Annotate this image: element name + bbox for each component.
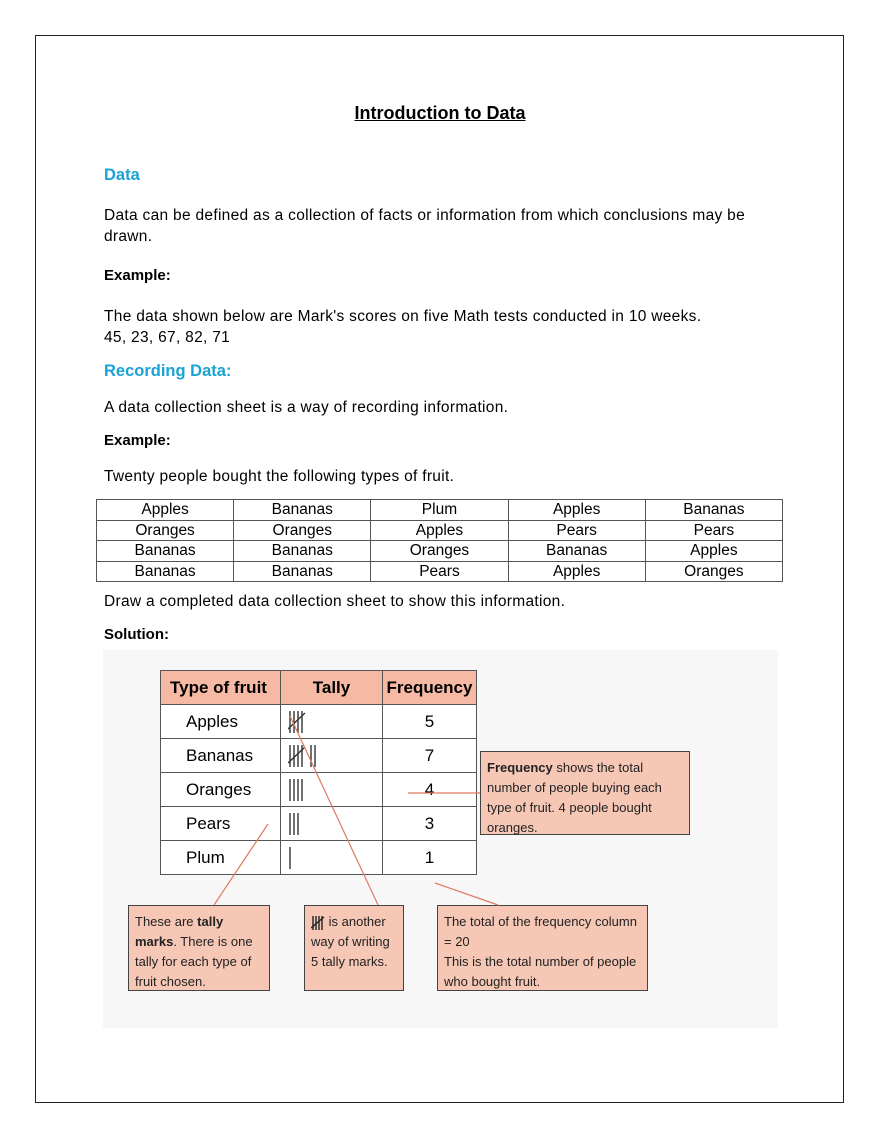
total-note-line1: The total of the frequency column = 20 — [444, 914, 637, 949]
fruit-cell: Apples — [508, 561, 645, 582]
tally-note-bold: tally marks — [135, 914, 224, 949]
frequency-value: 4 — [383, 773, 477, 807]
fruit-cell: Pears — [645, 520, 782, 541]
fruit-cell: Oranges — [97, 520, 234, 541]
fruit-cell: Oranges — [371, 541, 508, 562]
frequency-note-bold: Frequency — [487, 760, 553, 775]
frequency-value: 7 — [383, 739, 477, 773]
fruit-name: Pears — [161, 807, 281, 841]
recording-intro: A data collection sheet is a way of recording information. — [104, 399, 509, 416]
frequency-value: 5 — [383, 705, 477, 739]
fruit-cell: Bananas — [234, 541, 371, 562]
header-frequency: Frequency — [383, 671, 477, 705]
five-tally-note — [304, 905, 404, 991]
fruit-cell: Oranges — [645, 561, 782, 582]
header-tally: Tally — [281, 671, 383, 705]
total-note — [437, 905, 648, 991]
tally-table — [160, 670, 477, 875]
tally-marks — [288, 708, 313, 736]
fruit-cell: Bananas — [508, 541, 645, 562]
solution-label: Solution: — [104, 626, 169, 643]
instruction-text: Draw a completed data collection sheet to show this information. — [104, 593, 566, 610]
fruit-name: Oranges — [161, 773, 281, 807]
tally-cell — [281, 773, 383, 807]
five-tally-text: is another way of writing 5 tally marks. — [311, 914, 390, 969]
tally-marks — [288, 742, 321, 770]
tally-row — [161, 705, 477, 739]
fruit-row — [97, 520, 783, 541]
fruit-cell: Plum — [371, 500, 508, 521]
fruit-cell: Oranges — [234, 520, 371, 541]
fruit-cell: Pears — [371, 561, 508, 582]
tally-row — [161, 807, 477, 841]
fruit-row — [97, 561, 783, 582]
fruit-row — [97, 500, 783, 521]
frequency-note — [480, 751, 690, 835]
fruit-cell: Apples — [508, 500, 645, 521]
fruit-cell: Bananas — [97, 541, 234, 562]
fruit-cell: Bananas — [234, 561, 371, 582]
page-title: Introduction to Data — [354, 103, 526, 123]
fruit-cell: Pears — [508, 520, 645, 541]
example-text-2: Twenty people bought the following types of fruit. — [104, 468, 455, 485]
data-heading: Data — [104, 166, 140, 184]
header-type: Type of fruit — [161, 671, 281, 705]
scores-list: 45, 23, 67, 82, 71 — [104, 329, 231, 346]
tally-cell — [281, 705, 383, 739]
total-note-line2: This is the total number of people who bought fruit. — [444, 954, 637, 989]
fruit-row — [97, 541, 783, 562]
frequency-value: 1 — [383, 841, 477, 875]
data-definition: Data can be defined as a collection of facts or information from which conclusions may be drawn. — [104, 207, 745, 245]
fruit-cell: Bananas — [97, 561, 234, 582]
fruit-cell: Apples — [645, 541, 782, 562]
tally-cell — [281, 807, 383, 841]
fruit-cell: Bananas — [645, 500, 782, 521]
fruit-cell: Apples — [371, 520, 508, 541]
tally-note-text: . There is one tally for each type of fruit chosen. — [135, 934, 253, 989]
tally-note-pre: These are — [135, 914, 194, 929]
fruit-name: Bananas — [161, 739, 281, 773]
fruit-name: Apples — [161, 705, 281, 739]
fruit-table — [96, 499, 783, 582]
tally-cell — [281, 841, 383, 875]
fruit-cell: Bananas — [234, 500, 371, 521]
example-label-1: Example: — [104, 267, 171, 284]
tally-marks — [288, 776, 308, 804]
tally-row — [161, 739, 477, 773]
tally-row — [161, 841, 477, 875]
tally-marks — [288, 810, 304, 838]
tally-marks-note — [128, 905, 270, 991]
fruit-name: Plum — [161, 841, 281, 875]
example-label-2: Example: — [104, 432, 171, 449]
tally-cell — [281, 739, 383, 773]
example-text-1: The data shown below are Mark's scores on five Math tests conducted in 10 weeks. — [104, 308, 702, 325]
five-tally-icon — [311, 914, 325, 932]
frequency-note-text: shows the total number of people buying each type of fruit. 4 people bought oranges. — [487, 760, 662, 835]
fruit-cell: Apples — [97, 500, 234, 521]
recording-heading: Recording Data: — [104, 362, 232, 380]
tally-marks — [288, 844, 296, 872]
tally-row — [161, 773, 477, 807]
frequency-value: 3 — [383, 807, 477, 841]
